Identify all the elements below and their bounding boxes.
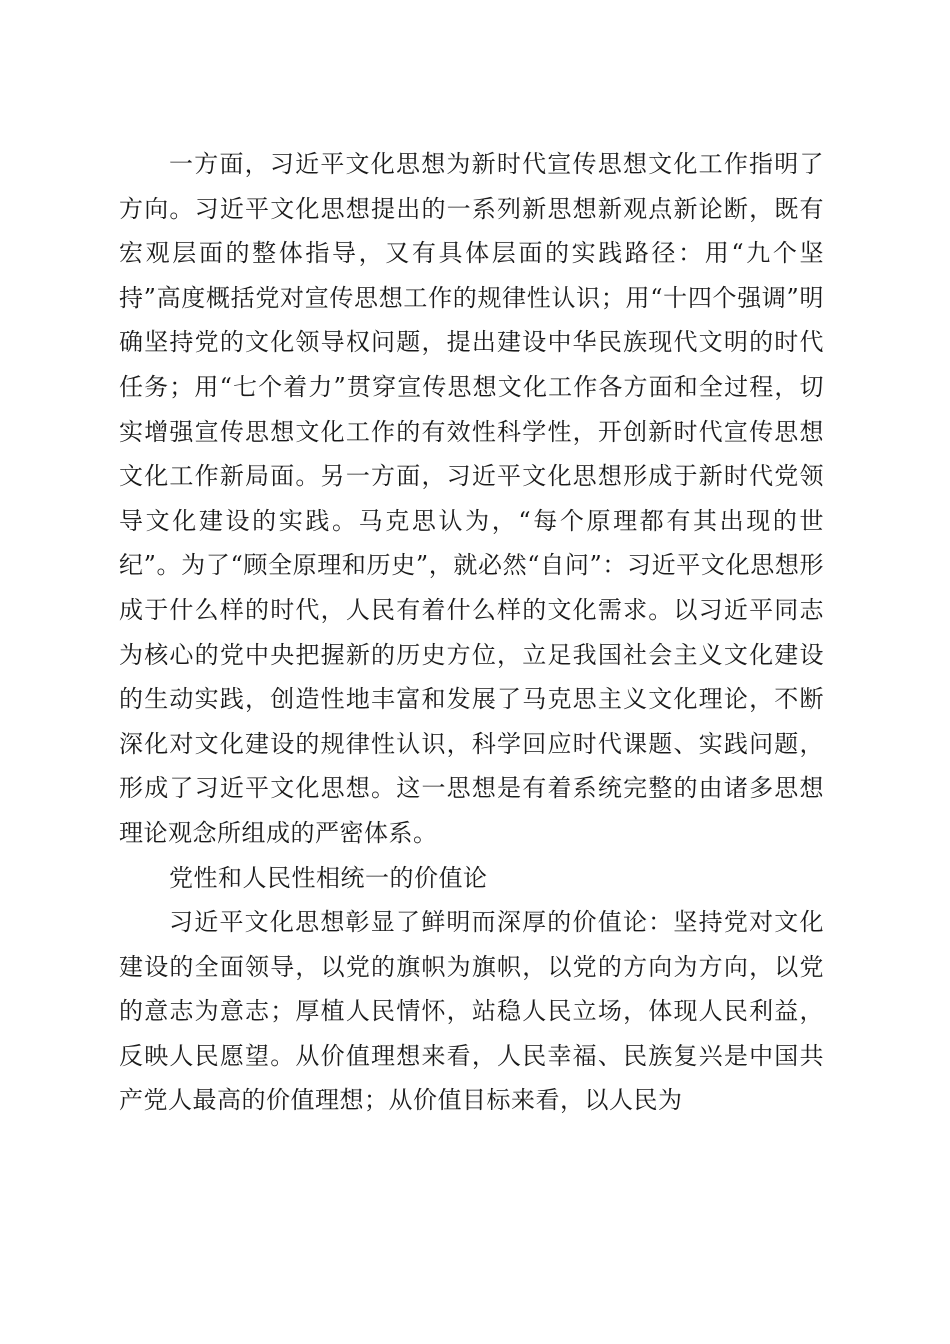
- body-paragraph: 习近平文化思想彰显了鲜明而深厚的价值论：坚持党对文化建设的全面领导，以党的旗帜为旗帜，以党的方向为方向，以党的意志为意志；厚植人民情怀，站稳人民立场，体现人民利益，反映人民愿望。从价值理想来看，人民幸福、民族复兴是中国共产党人最高的价值理想；从价值目标来看，以人民为: [119, 908, 824, 1115]
- body-paragraph: 一方面，习近平文化思想为新时代宣传思想文化工作指明了方向。习近平文化思想提出的一系列新思想新观点新论断，既有宏观层面的整体指导，又有具体层面的实践路径：用“九个坚持”高度概括党对宣传思想工作的规律性认识；用“十四个强调”明确坚持党的文化领导权问题，提出建设中华民族现代文明的时代任务；用“七个着力”贯穿宣传思想文化工作各方面和全过程，切实增强宣传思想文化工作的有效性科学性，开创新时代宣传思想文化工作新局面。另一方面，习近平文化思想形成于新时代党领导文化建设的实践。马克思认为，“每个原理都有其出现的世纪”。为了“顾全原理和历史”，就必然“自问”：习近平文化思想形成于什么样的时代，人民有着什么样的文化需求。以习近平同志为核心的党中央把握新的历史方位，立足我国社会主义文化建设的生动实践，创造性地丰富和发展了马克思主义文化理论，不断深化对文化建设的规律性认识，科学回应时代课题、实践问题，形成了习近平文化思想。这一思想是有着系统完整的由诸多思想理论观念所组成的严密体系。: [119, 150, 824, 847]
- document-page: [119, 142, 824, 1123]
- section-heading: 党性和人民性相统一的价值论: [169, 863, 488, 892]
